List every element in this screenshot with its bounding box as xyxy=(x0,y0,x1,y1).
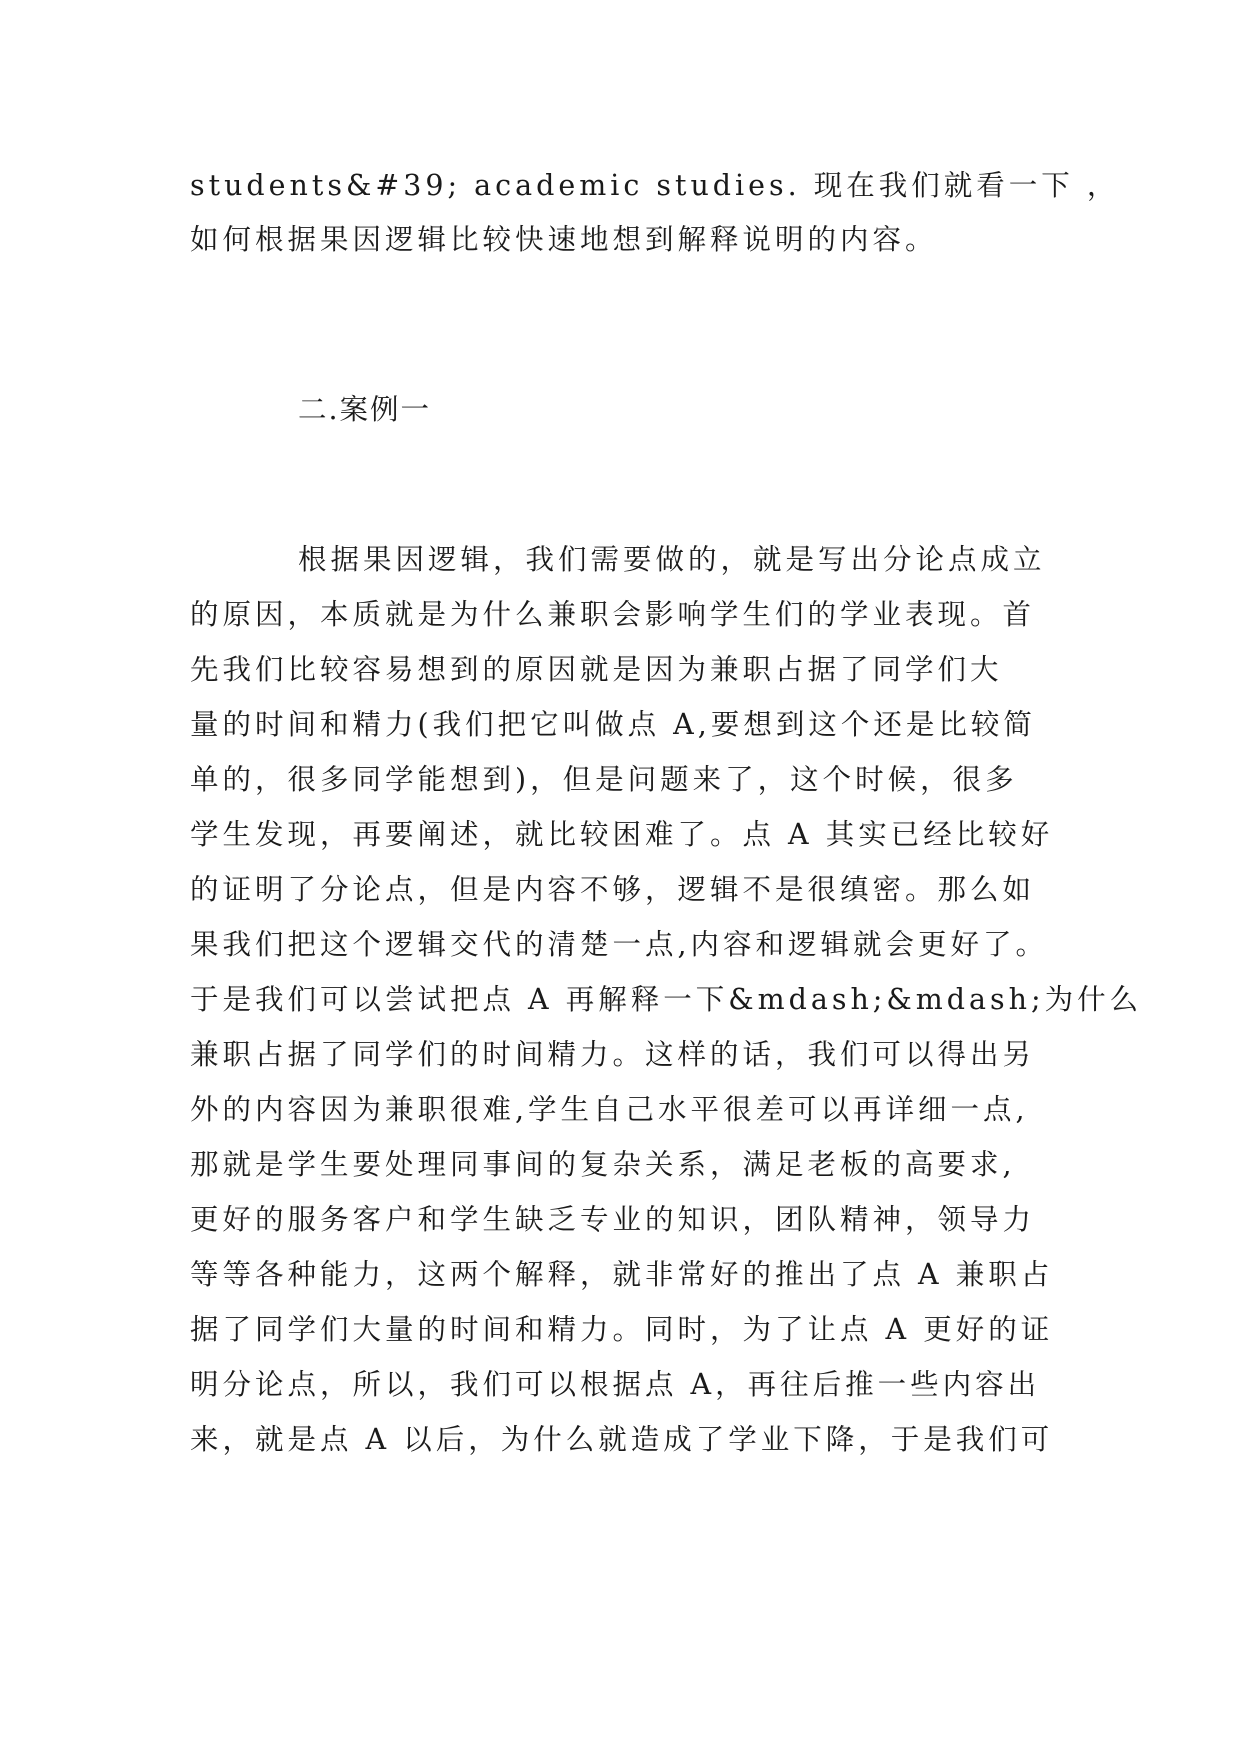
paragraph-line: 更好的服务客户和学生缺乏专业的知识，团队精神，领导力 xyxy=(190,1203,1036,1236)
paragraph-line: 量的时间和精力(我们把它叫做点 A,要想到这个还是比较简 xyxy=(190,708,1036,741)
section-heading: 二.案例一 xyxy=(298,393,432,426)
paragraph-line: 先我们比较容易想到的原因就是因为兼职占据了同学们大 xyxy=(190,653,1003,686)
paragraph-line: 外的内容因为兼职很难,学生自己水平很差可以再详细一点, xyxy=(190,1093,1029,1126)
paragraph-line: 根据果因逻辑，我们需要做的，就是写出分论点成立 xyxy=(298,543,1046,576)
paragraph-line: 据了同学们大量的时间和精力。同时，为了让点 A 更好的证 xyxy=(190,1313,1054,1346)
intro-line-1: students&#39; academic studies. 现在我们就看一下 ， xyxy=(190,169,1120,202)
paragraph-line: 于是我们可以尝试把点 A 再解释一下&mdash;&mdash;为什么 xyxy=(190,983,1143,1016)
paragraph-line: 单的，很多同学能想到)，但是问题来了，这个时候，很多 xyxy=(190,763,1018,796)
paragraph-line: 兼职占据了同学们的时间精力。这样的话，我们可以得出另 xyxy=(190,1038,1036,1071)
paragraph-line: 的原因，本质就是为什么兼职会影响学生们的学业表现。首 xyxy=(190,598,1036,631)
paragraph-line: 果我们把这个逻辑交代的清楚一点,内容和逻辑就会更好了。 xyxy=(190,928,1049,961)
paragraph-line: 那就是学生要处理同事间的复杂关系，满足老板的高要求, xyxy=(190,1148,1016,1181)
paragraph-line: 学生发现，再要阐述，就比较困难了。点 A 其实已经比较好 xyxy=(190,818,1054,851)
paragraph-line: 明分论点，所以，我们可以根据点 A，再往后推一些内容出 xyxy=(190,1368,1041,1401)
paragraph-line: 的证明了分论点，但是内容不够，逻辑不是很缜密。那么如 xyxy=(190,873,1036,906)
intro-line-2: 如何根据果因逻辑比较快速地想到解释说明的内容。 xyxy=(190,223,938,256)
paragraph-line: 等等各种能力，这两个解释，就非常好的推出了点 A 兼职占 xyxy=(190,1258,1054,1291)
paragraph-line: 来，就是点 A 以后，为什么就造成了学业下降，于是我们可 xyxy=(190,1423,1054,1456)
